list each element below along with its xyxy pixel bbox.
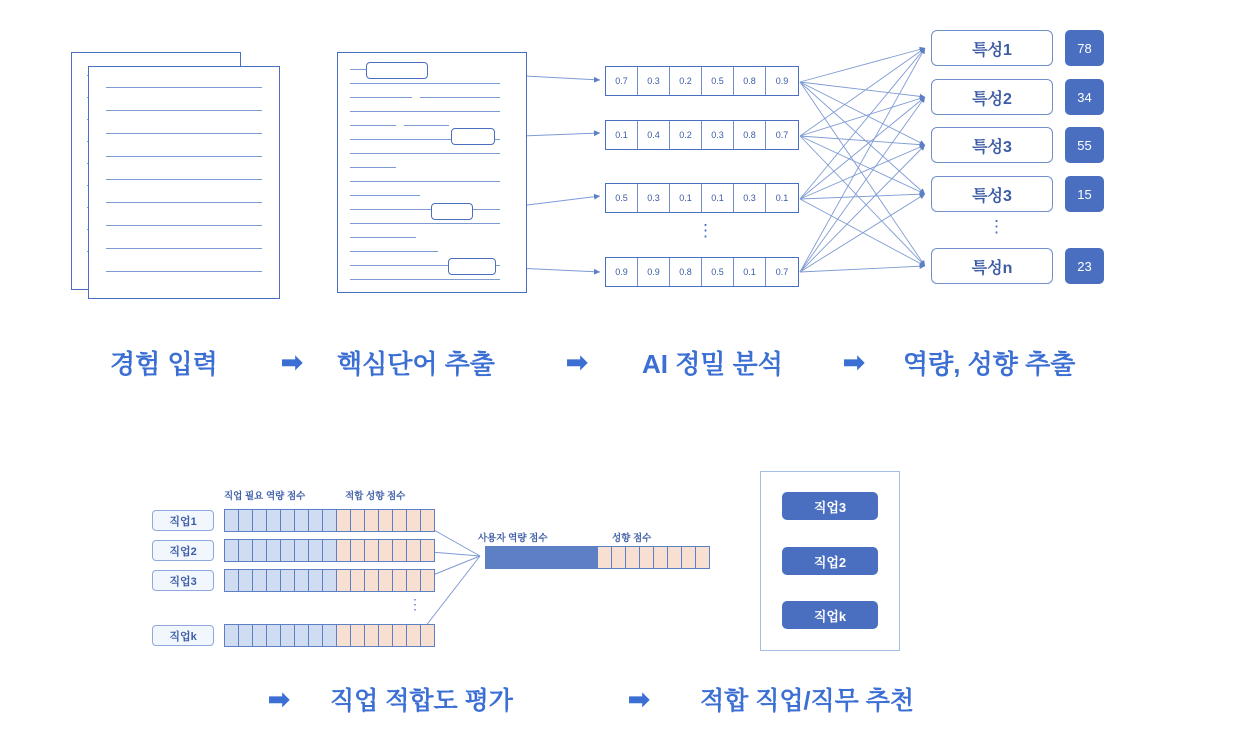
flow-arrow-icon: ➡ (566, 347, 588, 377)
job-score-bar-3 (224, 569, 434, 592)
job-rows-ellipsis: ⋮ (408, 596, 422, 612)
embedding-vector-2 (605, 120, 799, 150)
feature-score-1: 78 (1065, 30, 1104, 66)
vector-cell: 0.9 (638, 258, 670, 286)
vector-ellipsis: ⋮ (697, 221, 715, 240)
user-tendency-header: 성향 점수 (612, 533, 652, 544)
vector-cell: 0.4 (638, 121, 670, 149)
job-label-3: 직업3 (152, 570, 214, 591)
vector-cell: 0.9 (606, 258, 638, 286)
vector-cell: 0.3 (702, 121, 734, 149)
feature-ellipsis: ⋮ (988, 217, 1006, 236)
keyword-highlight-1 (366, 62, 428, 79)
flow-arrow-icon: ➡ (843, 347, 865, 377)
job-score-bar-4 (224, 624, 434, 647)
flow-arrow-icon: ➡ (628, 684, 650, 714)
keyword-highlight-4 (448, 258, 496, 275)
flow-arrow-icon: ➡ (281, 347, 303, 377)
vector-cell: 0.1 (775, 193, 789, 203)
feature-score-3: 55 (1065, 127, 1104, 163)
user-competency-header: 사용자 역량 점수 (478, 533, 548, 544)
feature-pill-2: 특성2 (931, 79, 1053, 115)
feature-score-4: 15 (1065, 176, 1104, 212)
stage-caption-3: AI 정밀 분석 (642, 349, 783, 379)
vector-cell: 0.1 (702, 184, 734, 212)
vector-cell: 0.8 (734, 121, 766, 149)
vector-cell: 0.7 (775, 130, 789, 140)
feature-pill-4: 특성3 (931, 176, 1053, 212)
embedding-vector-1 (605, 66, 799, 96)
stage-caption-6: 적합 직업/직무 추천 (700, 687, 915, 715)
vector-cell: 0.8 (670, 258, 702, 286)
vector-cell: 0.7 (775, 267, 789, 277)
vector-cell: 0.8 (734, 67, 766, 95)
vector-cell: 0.1 (670, 184, 702, 212)
vector-cell: 0.5 (702, 67, 734, 95)
vector-cell: 0.9 (775, 76, 789, 86)
feature-pill-5: 특성n (931, 248, 1053, 284)
job-score-bar-2 (224, 539, 434, 562)
document-front (88, 66, 280, 299)
embedding-vector-4 (605, 257, 799, 287)
vector-cell: 0.3 (638, 67, 670, 95)
recommendation-item-3[interactable]: 직업k (782, 601, 878, 629)
feature-pill-3: 특성3 (931, 127, 1053, 163)
feature-score-5: 23 (1065, 248, 1104, 284)
vector-cell: 0.3 (734, 184, 766, 212)
user-score-bar (485, 546, 709, 569)
vector-cell: 0.3 (638, 184, 670, 212)
recommendation-item-2[interactable]: 직업2 (782, 547, 878, 575)
vector-cell: 0.1 (734, 258, 766, 286)
job-label-1: 직업1 (152, 510, 214, 531)
flow-arrow-icon: ➡ (268, 684, 290, 714)
job-score-bar-1 (224, 509, 434, 532)
stage-caption-5: 직업 적합도 평가 (330, 687, 513, 715)
stage-caption-1: 경험 입력 (110, 349, 218, 379)
keyword-document (337, 52, 527, 293)
stage-caption-2: 핵심단어 추출 (337, 349, 495, 379)
feature-score-2: 34 (1065, 79, 1104, 115)
embedding-vector-3 (605, 183, 799, 213)
keyword-highlight-3 (431, 203, 473, 220)
vector-cell: 0.5 (702, 258, 734, 286)
job-label-2: 직업2 (152, 540, 214, 561)
keyword-highlight-2 (451, 128, 495, 145)
vector-cell: 0.5 (606, 184, 638, 212)
vector-cell: 0.2 (670, 67, 702, 95)
stage-caption-4: 역량, 성향 추출 (903, 349, 1076, 379)
feature-pill-1: 특성1 (931, 30, 1053, 66)
job-tendency-header: 적합 성향 점수 (345, 491, 406, 502)
job-competency-header: 직업 필요 역량 점수 (224, 491, 306, 502)
recommendation-item-1[interactable]: 직업3 (782, 492, 878, 520)
vector-cell: 0.7 (606, 67, 638, 95)
vector-cell: 0.2 (670, 121, 702, 149)
job-label-4: 직업k (152, 625, 214, 646)
vector-cell: 0.1 (606, 121, 638, 149)
